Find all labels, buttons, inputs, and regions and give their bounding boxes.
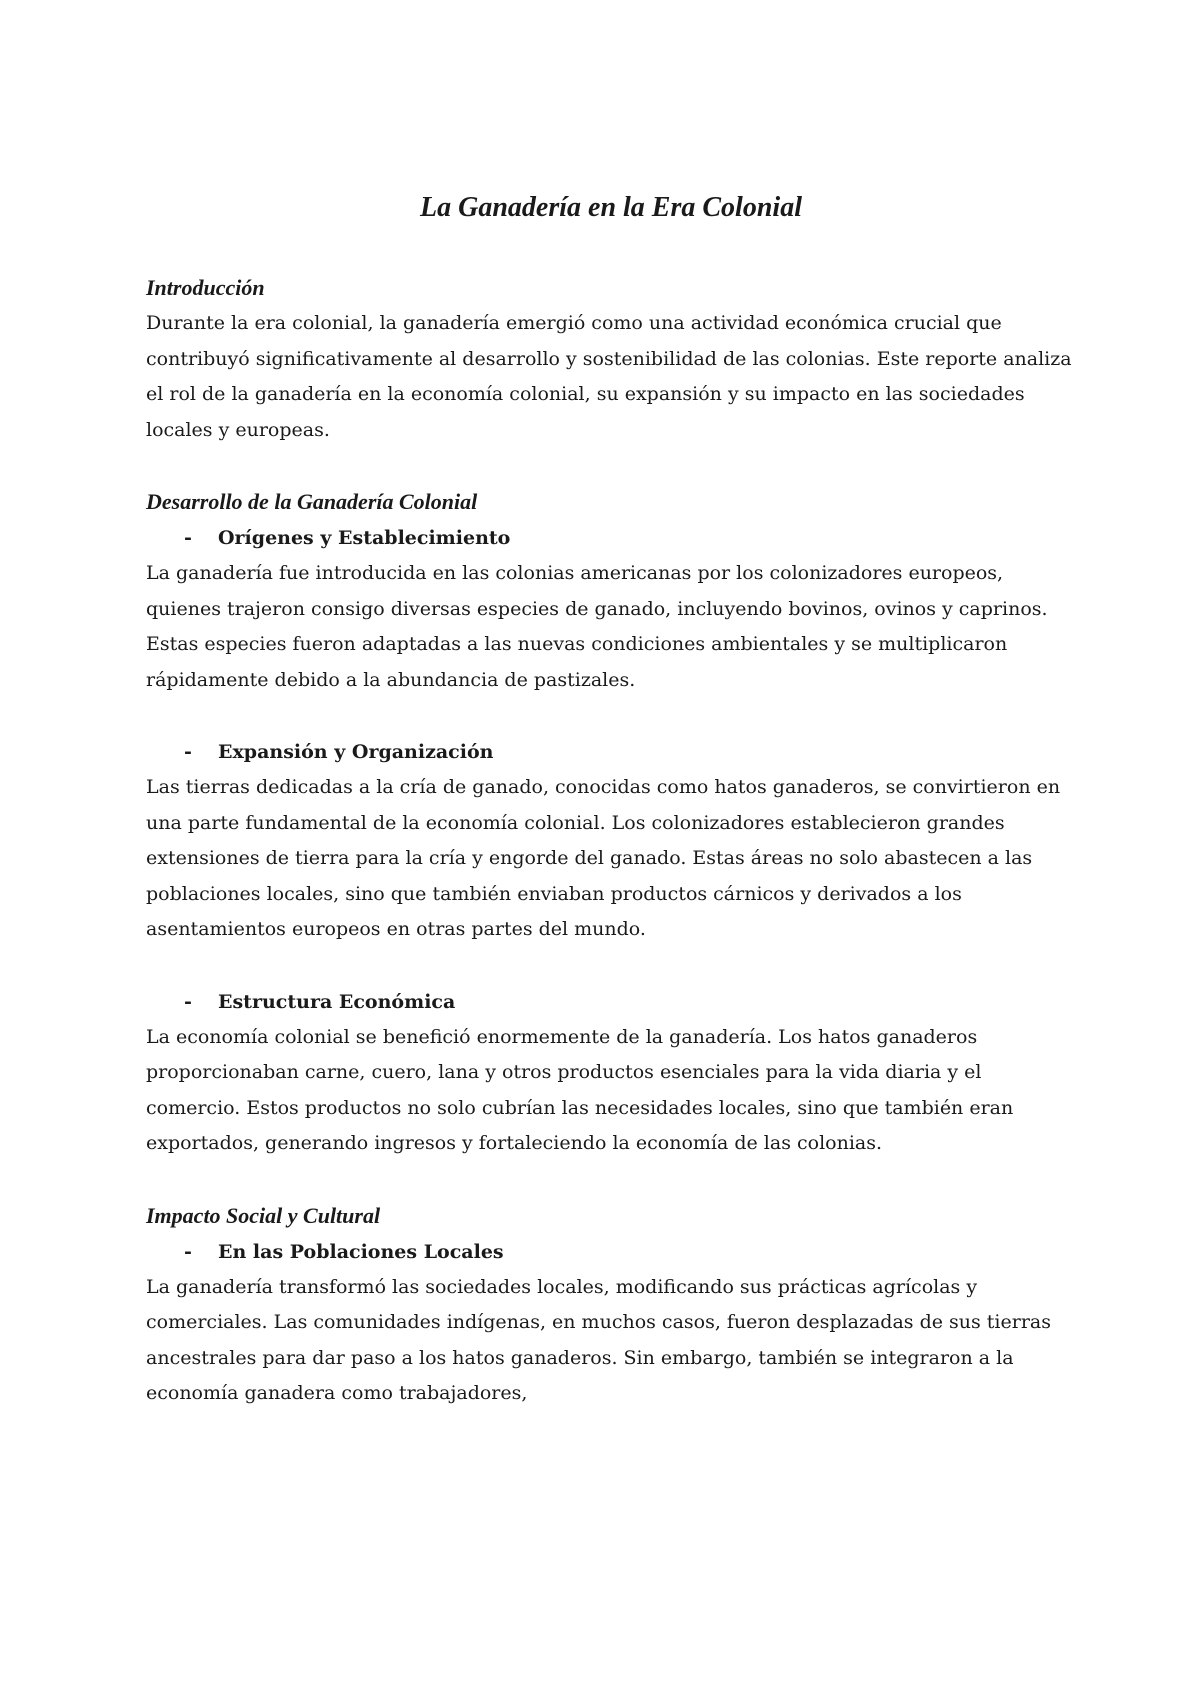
subheading-estructura	[146, 984, 1076, 1020]
spacer	[146, 1162, 1076, 1198]
subheading-origenes-label: Orígenes y Establecimiento	[218, 527, 511, 549]
document-page	[146, 188, 1076, 1412]
paragraph-origenes: La ganadería fue introducida en las colonias americanas por los colonizadores europeos, quienes trajeron consigo diversas especies de ganado, incluyendo bovinos, ovinos y caprinos. Estas especies fueron adaptadas a las nuevas condiciones ambientales y se multiplicaron rápidamente debido a la abundancia de pastizales.	[146, 562, 1048, 691]
paragraph-poblaciones: La ganadería transformó las sociedades locales, modificando sus prácticas agrícolas y comerciales. Las comunidades indígenas, en muchos casos, fueron desplazadas de sus tierras ancestrales para dar paso a los hatos ganaderos. Sin embargo, también se integraron a la economía ganadera como trabajadores,	[146, 1275, 1051, 1404]
section-heading-desarrollo: Desarrollo de la Ganadería Colonial	[146, 489, 478, 514]
paragraph-introduccion: Durante la era colonial, la ganadería emergió como una actividad económica crucial que contribuyó significativamente al desarrollo y sostenibilidad de las colonias. Este reporte analiza el rol de la ganadería en la economía colonial, su expansión y su impacto en las sociedades locales y europeas.	[146, 312, 1072, 441]
subheading-poblaciones	[146, 1234, 1076, 1270]
spacer	[146, 948, 1076, 984]
spacer	[146, 698, 1076, 734]
bullet-dash: -	[184, 527, 192, 549]
bullet-dash: -	[184, 990, 192, 1013]
bullet-dash: -	[184, 741, 192, 763]
paragraph-expansion: Las tierras dedicadas a la cría de ganado, conocidas como hatos ganaderos, se convirtieron en una parte fundamental de la economía colonial. Los colonizadores establecieron grandes extensiones de tierra para la cría y engorde del ganado. Estas áreas no solo abastecen a las poblaciones locales, sino que también enviaban productos cárnicos y derivados a los asentamientos europeos en otras partes del mundo.	[146, 776, 1061, 940]
section-heading-impacto: Impacto Social y Cultural	[146, 1202, 381, 1228]
subheading-expansion	[146, 734, 1076, 770]
subheading-poblaciones-label: En las Poblaciones Locales	[218, 1240, 504, 1263]
bullet-dash: -	[184, 1240, 192, 1263]
subheading-origenes	[146, 520, 1076, 556]
document-title: La Ganadería en la Era Colonial	[420, 192, 802, 223]
spacer	[146, 448, 1076, 484]
paragraph-estructura: La economía colonial se benefició enormemente de la ganadería. Los hatos ganaderos proporcionaban carne, cuero, lana y otros productos esenciales para la vida diaria y el comercio. Estos productos no solo cubrían las necesidades locales, sino que también eran exportados, generando ingresos y fortaleciendo la economía de las colonias.	[146, 1025, 1014, 1154]
subheading-estructura-label: Estructura Económica	[218, 990, 456, 1013]
section-heading-introduccion: Introducción	[146, 275, 265, 300]
subheading-expansion-label: Expansión y Organización	[218, 741, 494, 763]
